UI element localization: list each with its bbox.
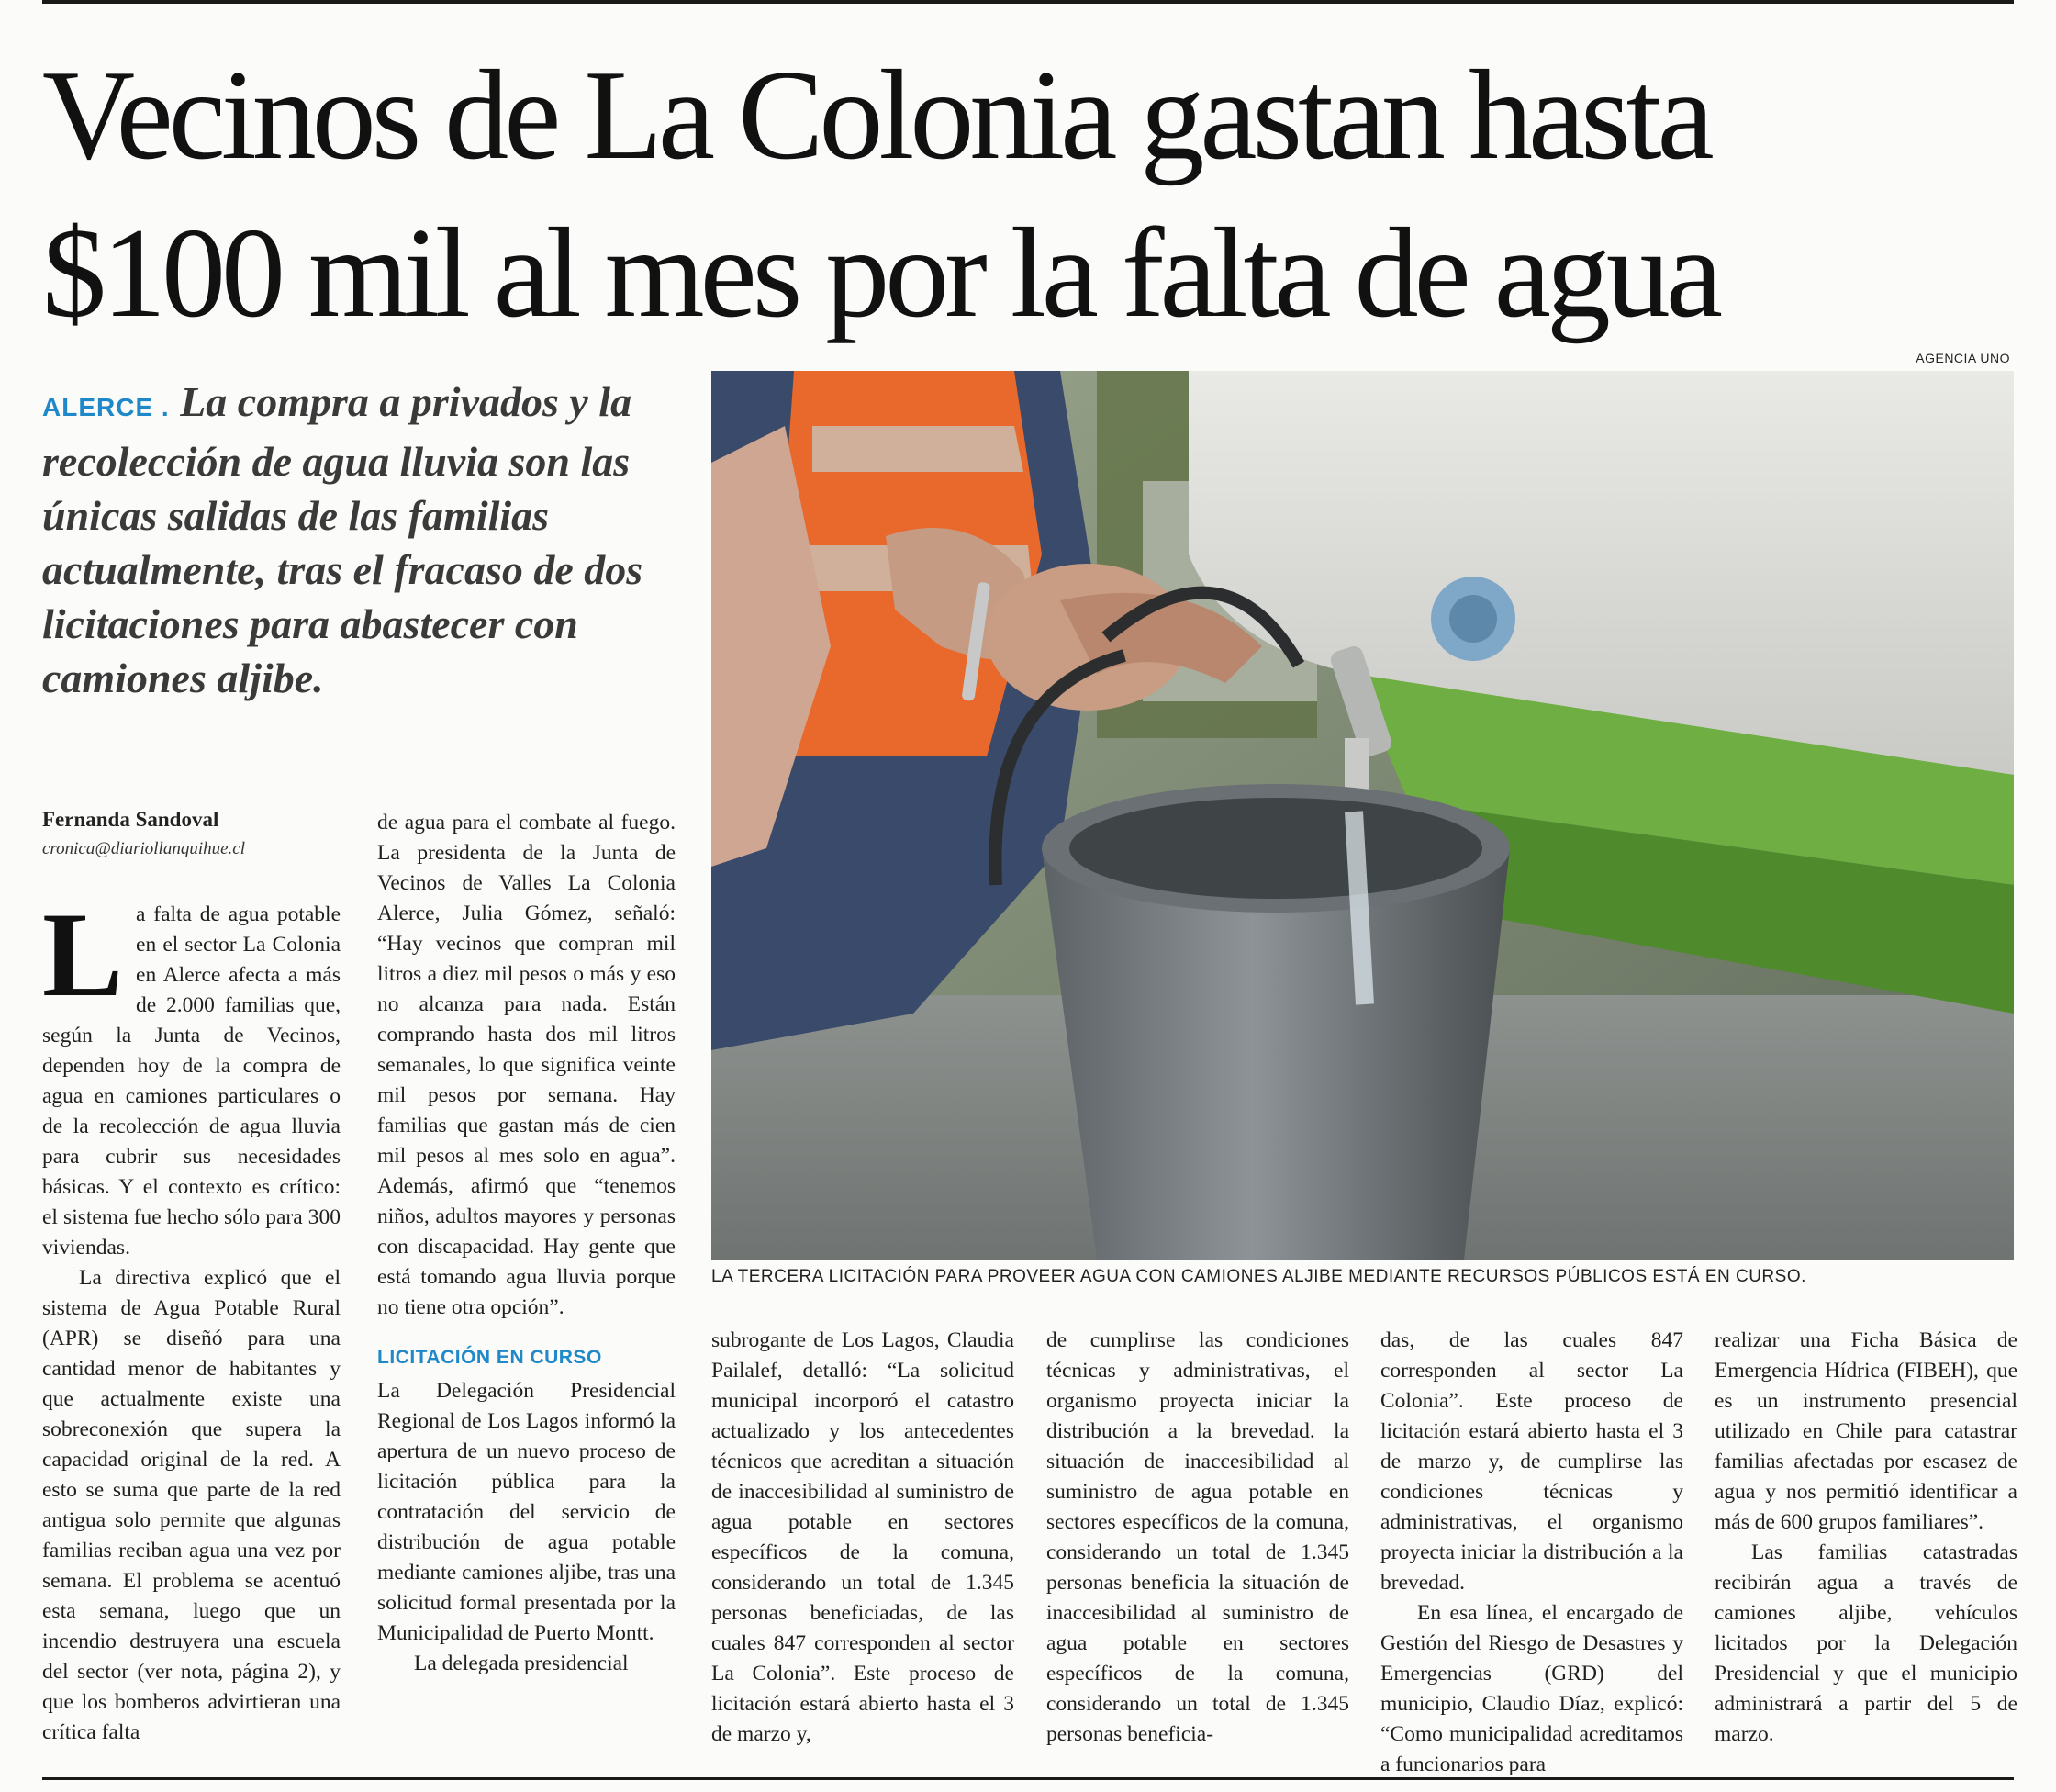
lead-text: La compra a privados y la recolección de agua lluvia son las únicas salidas de las familias actualmente, tras el fracaso de dos licitaciones para abastecer con camiones aljibe.	[42, 378, 643, 701]
section-subhead: LICITACIÓN EN CURSO	[377, 1347, 602, 1368]
bottom-rule	[42, 1777, 2014, 1780]
headline	[42, 37, 2025, 353]
column-2-paragraph-2: La Delegación Presidencial Regional de Los Lagos informó la apertura de un nuevo proceso de licitación pública para la contratación del servicio de distribución de agua potable mediante camiones aljibe, tras una solicitud formal presentada por la Municipalidad de Puerto Montt.	[377, 1379, 676, 1645]
column-1-paragraph-1: a falta de agua potable en el sector La Colonia en Alerce afecta a más de 2.000 familias que, según la Junta de Vecinos, dependen hoy de la compra de agua en camiones particulares o de la recolección de agua lluvia para cubrir sus necesidades básicas. Y el contexto es crítico: el sistema fue hecho sólo para 300 viviendas.	[42, 902, 341, 1260]
column-5-paragraph-2: En esa línea, el encargado de Gestión del Riesgo de Desastres y Emergencias (GRD) del municipio, Claudio Díaz, explicó: “Como municipalidad acreditamos a funcionarios para	[1380, 1601, 1683, 1776]
column-4-paragraph-1: de cumplirse las condiciones técnicas y administrativas, el organismo proyecta iniciar la distribución a la brevedad. la situación de inaccesibilidad al suministro de agua potable en sectores específicos de la comuna, considerando un total de 1.345 personas beneficia la situación de inaccesibilidad al suministro de agua potable en sectores específicos de la comuna, considerando un total de 1.345 personas beneficia-	[1046, 1328, 1349, 1746]
photo-caption: LA TERCERA LICITACIÓN PARA PROVEER AGUA CON CAMIONES ALJIBE MEDIANTE RECURSOS PÚBLICOS ESTÁ EN CURSO.	[711, 1267, 1806, 1286]
headline-line-1: Vecinos de La Colonia gastan hasta	[42, 44, 1710, 186]
headline-line-2: $100 mil al mes por la falta de agua	[42, 202, 1719, 344]
top-rule	[42, 0, 2014, 4]
column-3-paragraph-1: subrogante de Los Lagos, Claudia Pailalef, detalló: “La solicitud municipal incorporó el catastro actualizado y los antecedentes técnicos que acreditan a situación de inaccesibilidad al suministro de agua potable en sectores específicos de la comuna, considerando un total de 1.345 personas beneficiadas, de las cuales 847 corresponden al sector La Colonia”. Este proceso de licitación estará abierto hasta el 3 de marzo y,	[711, 1328, 1014, 1746]
column-6-paragraph-1: realizar una Ficha Básica de Emergencia Hídrica (FIBEH), que es un instrumento presencial utilizado en Chile para catastrar familias afectadas por escasez de agua y nos permitió identificar a más de 600 grupos familiares”.	[1715, 1328, 2017, 1534]
column-6-paragraph-2: Las familias catastradas recibirán agua a través de camiones aljibe, vehículos licitados por la Delegación Presidencial y que el municipio administrará a partir del 5 de marzo.	[1715, 1540, 2017, 1746]
column-2-paragraph-1: de agua para el combate al fuego. La presidenta de la Junta de Vecinos de Valles La Colonia Alerce, Julia Gómez, señaló: “Hay vecinos que compran mil litros a diez mil pesos o más y eso no alcanza para nada. Están comprando hasta dos mil litros semanales, lo que significa veinte mil pesos por semana. Hay familias que gastan más de cien mil pesos al mes solo en agua”. Además, afirmó que “tenemos niños, adultos mayores y personas con discapacidad. Hay gente que está tomando agua lluvia porque no tiene otra opción”.	[377, 811, 676, 1319]
lead-paragraph	[42, 375, 685, 705]
article-column-5	[1380, 1326, 1683, 1780]
lead-kicker: ALERCE .	[42, 393, 170, 421]
article-photo	[711, 371, 2014, 1260]
article-column-4	[1046, 1326, 1349, 1750]
photo-credit: AGENCIA UNO	[1916, 351, 2010, 365]
article-column-1	[42, 887, 341, 1748]
article-column-2	[377, 808, 676, 1679]
column-2-paragraph-3: La delegada presidencial	[414, 1652, 629, 1675]
byline-name: Fernanda Sandoval	[42, 808, 219, 831]
column-1-paragraph-2: La directiva explicó que el sistema de Agua Potable Rural (APR) se diseñó para una cantidad menor de habitantes y que actualmente existe una sobreconexión que supera la capacidad original de la red. A esto se suma que parte de la red antigua solo permite que algunas familias reciban agua una vez por semana. El problema se acentuó esta semana, luego que un incendio destruyera una escuela del sector (ver nota, página 2), y que los bomberos advirtieran una crítica falta	[42, 1266, 341, 1744]
drop-cap: L	[42, 887, 124, 1022]
article-column-3	[711, 1326, 1014, 1750]
article-column-6	[1715, 1326, 2017, 1750]
column-5-paragraph-1: das, de las cuales 847 corresponden al sector La Colonia”. Este proceso de licitación estará abierto hasta el 3 de marzo y, de cumplirse las condiciones técnicas y administrativas, el organismo proyecta iniciar la distribución a la brevedad.	[1380, 1328, 1683, 1595]
byline-email: cronica@diariollanquihue.cl	[42, 839, 245, 858]
photo-illustration	[711, 371, 2014, 1260]
